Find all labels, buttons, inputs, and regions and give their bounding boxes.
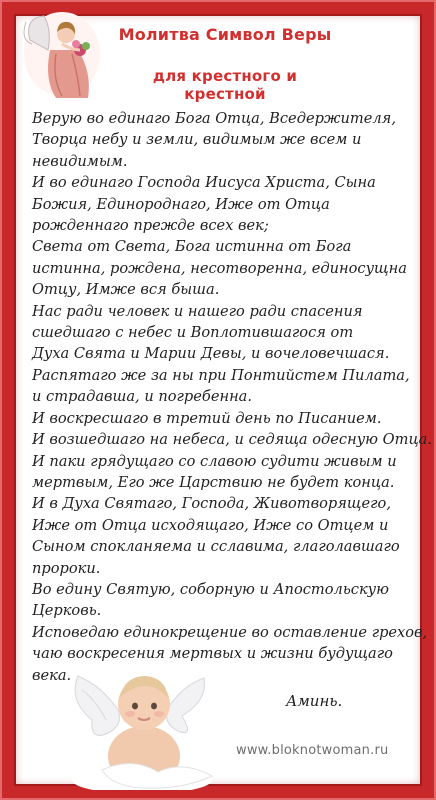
page-title: Молитва Символ Веры [118, 25, 332, 44]
prayer-line: Божия, Единороднаго, Иже от Отца [32, 195, 330, 213]
prayer-line: Исповедаю единокрещение во оставление грехов, [32, 623, 428, 641]
website-url: www.bloknotwoman.ru [236, 743, 389, 758]
prayer-line: века. [32, 666, 72, 684]
prayer-line: Отцу, Имже вся быша. [32, 281, 220, 299]
prayer-line: И паки грядущаго со славою судити живым и [32, 452, 397, 470]
prayer-line: Распятаго же за ны при Понтийстем Пилата, [32, 366, 410, 384]
prayer-line: Верую во единаго Бога Отца, Вседержителя, [32, 110, 396, 127]
prayer-line: Сыном спокланяема и сславима, глаголавшаго [32, 538, 400, 556]
prayer-line: Церковь. [32, 602, 102, 620]
prayer-line: Духа Свята и Марии Девы, и вочеловечшася. [32, 345, 390, 363]
prayer-line: мертвым, Его же Царствию не будет конца. [32, 473, 395, 491]
page-subtitle: для крестного и крестной [152, 67, 298, 103]
prayer-line: сшедшаго с небес и Воплотившагося от [32, 324, 354, 342]
prayer-text [32, 108, 432, 686]
prayer-line: истинна, рождена, несотворенна, единосущна [32, 259, 407, 277]
prayer-line: Во едину Святую, соборную и Апостольскую [32, 580, 389, 598]
prayer-line: пророки. [32, 559, 101, 577]
cherub-illustration [62, 660, 240, 790]
prayer-line: Творца небу и земли, видимым же всем и [32, 131, 362, 149]
prayer-line: невидимым. [32, 152, 128, 170]
prayer-line: рожденнаго прежде всех век; [32, 217, 269, 235]
prayer-line: чаю воскресения мертвых и жизни будущаго [32, 645, 393, 663]
prayer-line: И во единаго Господа Иисуса Христа, Сына [32, 174, 376, 192]
prayer-line: Света от Света, Бога истинна от Бога [32, 238, 352, 256]
prayer-line: и страдавша, и погребенна. [32, 388, 253, 406]
prayer-line: И возшедшаго на небеса, и седяща одесную Отца. [32, 431, 432, 449]
prayer-line: Нас ради человек и нашего ради спасения [32, 302, 363, 320]
prayer-line: Иже от Отца исходящаго, Иже со Отцем и [32, 516, 389, 534]
angel-illustration [22, 10, 102, 102]
prayer-line: И в Духа Святаго, Господа, Животворящего, [32, 495, 391, 513]
amen-text: Аминь. [286, 692, 343, 710]
prayer-line: И воскресшаго в третий день по Писанием. [32, 409, 382, 427]
